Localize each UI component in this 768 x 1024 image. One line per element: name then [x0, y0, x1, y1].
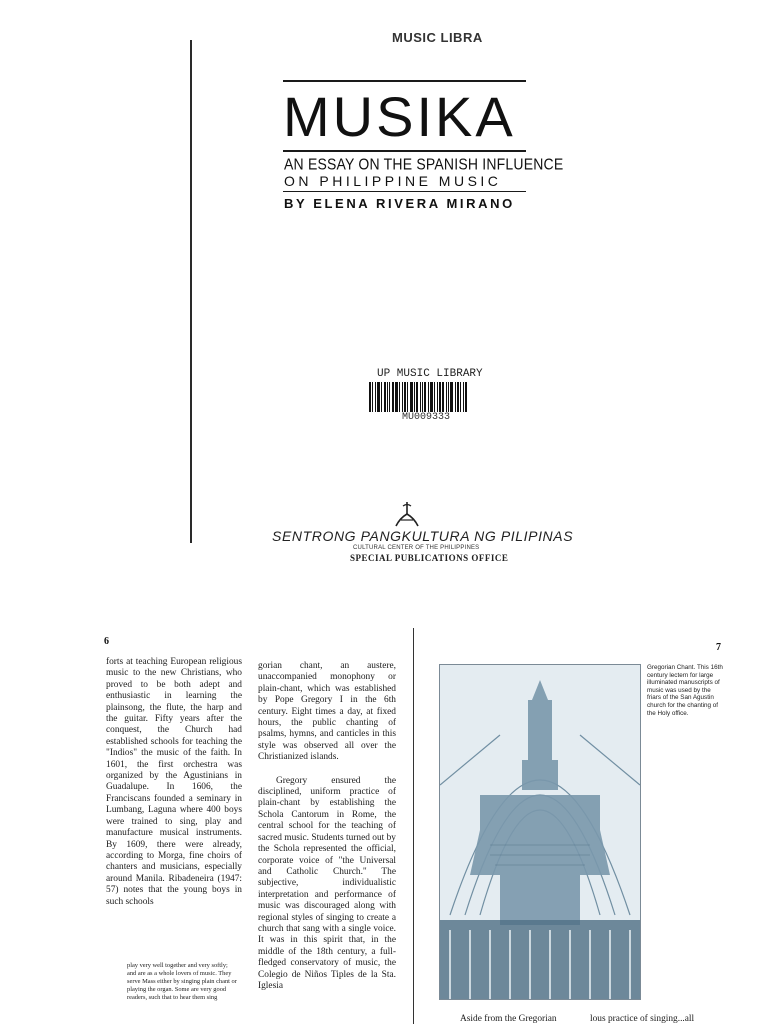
- barcode-bar: [389, 382, 390, 412]
- barcode-bar: [430, 382, 433, 412]
- barcode-bar: [460, 382, 461, 412]
- library-stamp: MUSIC LIBRA: [392, 30, 483, 45]
- barcode-bar: [416, 382, 418, 412]
- barcode-bar: [448, 382, 449, 412]
- barcode-bar: [465, 382, 467, 412]
- barcode-bar: [372, 382, 373, 412]
- barcode-bar: [410, 382, 413, 412]
- page-number-right: 7: [716, 642, 721, 653]
- column-1-text: forts at teaching European religious music to the new Christians, who proved to be both adept and enthusiastic in learning the plainsong, the flute, the harp and the guitar. Fifty years after the conquest, the Church had established schools for teaching the "Indios" the music of the faith. In 1601, the first orchestra was organized by the Agustinians in Guadalupe. In 1606, the Franciscans founded a seminary in Lumbang, Laguna where 400 boys were trained to sing, play and manufacture musical instruments. By 1609, there were already, according to Morga, fine choirs of chanters and musicians, especially around Manila. Ribadeneira (1947: 57) notes that the young boys in such schools: [106, 657, 242, 907]
- subtitle-line2: ON PHILIPPINE MUSIC: [284, 173, 502, 189]
- barcode-bar: [457, 382, 459, 412]
- column-2-paragraph-2: Gregory ensured the disciplined, uniform practice of plain-chant by establishing the Schola Cantorum in Rome, the central school for the teaching of sacred music. Students turned out by the Schola represented the official, corporate voice of "the Universal and Catholic Church." The subjective, individualistic interpretation and performance of music was discouraged along with regional styles of singing to create a church that sang with a single voice. It was in this spirit that, in the middle of the 18th century, a full-fledged conservatory of music, the Colegio de Niños Tiples de la Sta. Iglesia: [258, 775, 396, 991]
- subtitle-line1: AN ESSAY ON THE SPANISH INFLUENCE: [284, 155, 564, 173]
- page-number-left: 6: [104, 636, 109, 647]
- barcode-bar: [395, 382, 398, 412]
- barcode-bar: [442, 382, 444, 412]
- barcode-number: MU009333: [402, 412, 451, 423]
- publications-office: SPECIAL PUBLICATIONS OFFICE: [350, 553, 509, 563]
- barcode: [369, 382, 477, 412]
- barcode-bar: [404, 382, 406, 412]
- barcode-bar: [455, 382, 456, 412]
- block-quote: play very well together and very softly; and are as a whole lovers of music. They serve Mass either by singing plain chant or playing the organ. Some are very good readers, such that to hear them sing: [127, 962, 237, 1001]
- column-2-text: [258, 661, 396, 1000]
- barcode-bar: [377, 382, 380, 412]
- barcode-bar: [375, 382, 376, 412]
- barcode-bar: [384, 382, 386, 412]
- barcode-bar: [381, 382, 382, 412]
- barcode-bar: [392, 382, 394, 412]
- column-2-paragraph-1: gorian chant, an austere, unaccompanied monophony or plain-chant, which was established by Pope Gregory I in the 6th century. Eight times a day, at fixed hours, the public chanting of psalms, hymns, and canticles in this style was observed all over the Christianized islands.: [258, 661, 396, 763]
- cover-left-edge: [190, 40, 192, 543]
- publisher-name: SENTRONG PANGKULTURA NG PILIPINAS: [272, 528, 574, 544]
- barcode-bar: [424, 382, 426, 412]
- barcode-bar: [399, 382, 400, 412]
- barcode-bar: [446, 382, 447, 412]
- barcode-bar: [428, 382, 429, 412]
- author-rule: [283, 191, 526, 192]
- title-rule-top: [283, 80, 526, 82]
- barcode-bar: [437, 382, 438, 412]
- lectern-photo: [439, 664, 641, 1000]
- book-title: MUSIKA: [283, 85, 516, 148]
- bottom-left-text: Aside from the Gregorian: [460, 1014, 557, 1024]
- title-rule-bottom: [283, 150, 526, 152]
- photo-caption: Gregorian Chant. This 16th century lectern for large illuminated manuscripts of music was used by the friars of the San Agustin church for the chanting of the Holy office.: [647, 664, 723, 717]
- library-label: UP MUSIC LIBRARY: [377, 368, 483, 380]
- bottom-right-text: lous practice of singing...all: [590, 1014, 695, 1024]
- barcode-bar: [439, 382, 441, 412]
- author-line: BY ELENA RIVERA MIRANO: [284, 196, 515, 211]
- barcode-bar: [450, 382, 453, 412]
- barcode-bar: [420, 382, 421, 412]
- barcode-bar: [414, 382, 415, 412]
- barcode-bar: [422, 382, 423, 412]
- barcode-bar: [369, 382, 371, 412]
- publisher-subtitle: CULTURAL CENTER OF THE PHILIPPINES: [353, 545, 480, 551]
- barcode-bar: [407, 382, 408, 412]
- barcode-bar: [434, 382, 435, 412]
- spine-line: [413, 628, 414, 1024]
- barcode-bar: [402, 382, 403, 412]
- barcode-bar: [387, 382, 388, 412]
- barcode-bar: [463, 382, 464, 412]
